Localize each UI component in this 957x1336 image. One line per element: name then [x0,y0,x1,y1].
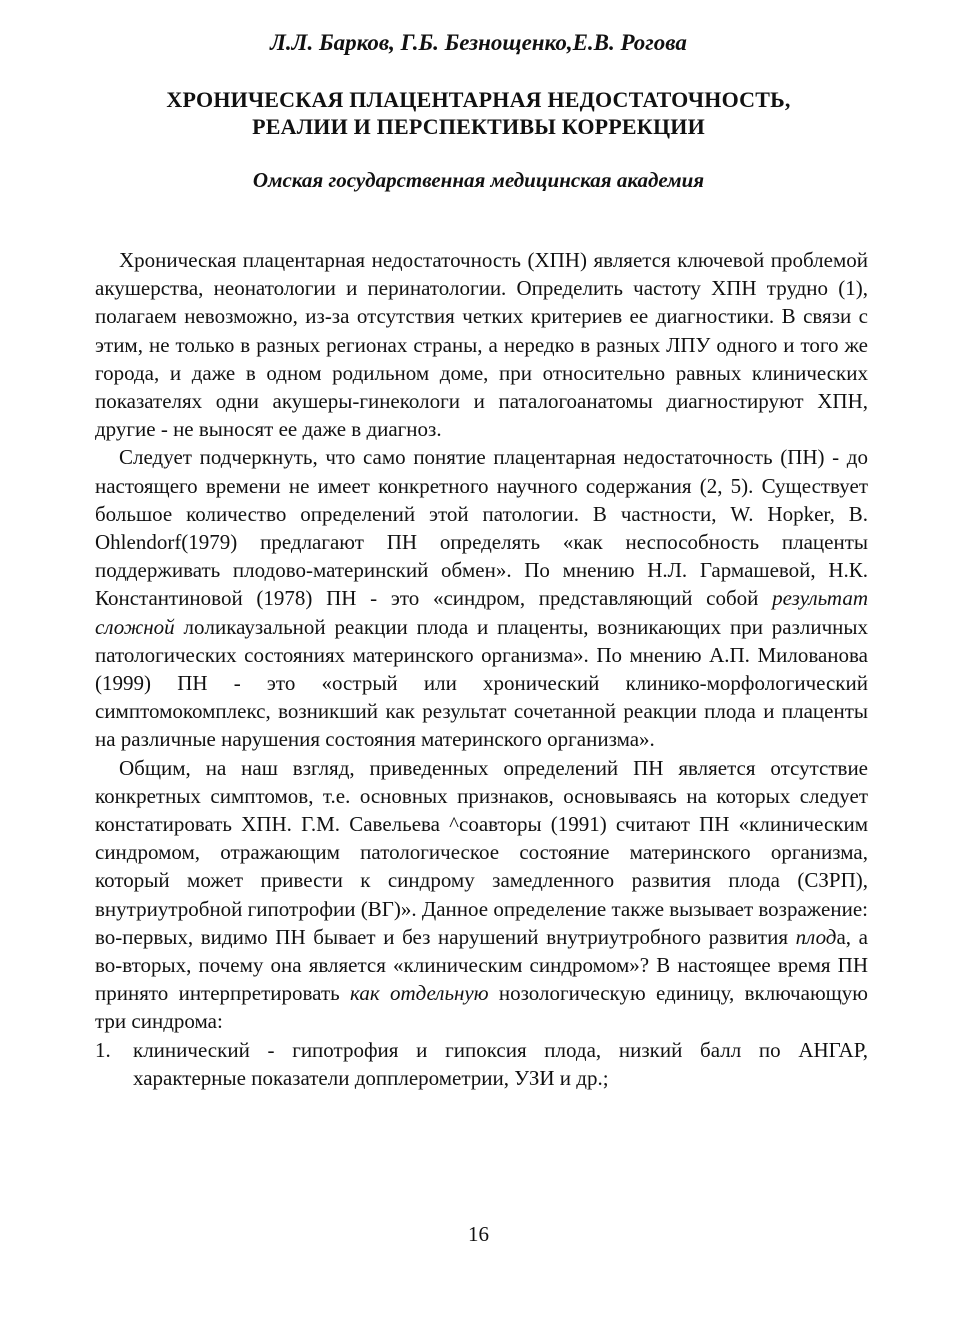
article-body [95,246,868,1092]
list-item [95,1036,868,1092]
paragraph-3 [95,754,868,1036]
paragraph-3-part-c: нозологическую единицу, включающую три синдрома: [95,981,868,1034]
authors: Л.Л. Барков, Г.Б. Безнощенко,Е.В. Рогова [270,30,687,55]
paragraph-1: Хроническая плацентарная недостаточность (ХПН) является ключевой проблемой акушерства, неонатологии и перинатологии. Определить частоту ХПН трудно (1), полагаем невозможно, из-за отсутствия четких критериев ее диагностики. В связи с этим, не только в разных регионах страны, а нередко в разных ЛПУ одного и того же города, и даже в одном родильном доме, при относительно равных клинических показателях одни акушеры-гинекологи и паталогоанатомы диагностируют ХПН, другие - не выносят ее даже в диагноз. [95,248,868,442]
paragraph-2-part-b: лoликаузальной реакции плода и плаценты, возникающих при различных патологических состояниях материнского организма». По мнению А.П. Милованова (1999) ПН - это «острый или хронический клинико-морфологический симптомокомплекс, возникший как результат сочетанной реакции плода и плаценты на различные нарушения состояния материнского организма». [95,614,868,752]
title-line-2: РЕАЛИИ И ПЕРСПЕКТИВЫ КОРРЕКЦИИ [252,114,705,139]
paragraph-3-part-a: Общим, на наш взгляд, приведенных определений ПН является отсутствие конкретных симптомов, т.е. основных признаков, основываясь на которых следует констатировать ХПН. Г.М. Савельева ^соавторы (1991) считают ПН «клиническим синдромом, отражающим патологическое состояние материнского организма, который может привести к синдрому замедленного развития плода (СЗРП), внутриутробной гипотрофии (ВГ)». Данное определение также вызывает возражение: во-первых, видимо ПН бывает и без нарушений внутриутробного развития [95,755,868,949]
paragraph-3-emphasis-2: как отдельную [350,981,489,1006]
paragraph-2-emphasis: результат сложной [95,586,868,639]
paragraph-3-emphasis-1: плод [795,924,837,949]
list-item-text: клинический - гипотрофия и гипоксия плода, низкий балл по АНГАР, характерные показатели допплерометрии, УЗИ и др.; [133,1037,868,1090]
article-title [0,86,957,140]
paragraph-2-part-a: Следует подчеркнуть, что само понятие плацентарная недостаточность (ПН) - до настоящего времени не имеет конкретного научного содержания (2, 5). Существует большое количество определений этой патологии. В частности, W. Hopker, B. Ohlendorf(1979) предлагают ПН определять «как неспособность плаценты поддерживать плодово-материнский обмен». По мнению Н.Л. Гармашевой, Н.К. Константиновой (1978) ПН - это «синдром, представляющий собой [95,445,868,611]
affiliation: Омская государственная медицинская академия [252,168,705,192]
paragraph-3-part-b: а, а во-вторых, почему она является «клиническим синдромом»? В настоящее время ПН принято интерпретировать [95,924,868,1006]
page-number: 16 [468,1222,489,1246]
paragraph-2 [95,443,868,753]
list-item-number: 1. [95,1037,111,1062]
title-line-1: ХРОНИЧЕСКАЯ ПЛАЦЕНТАРНАЯ НЕДОСТАТОЧНОСТЬ, [166,87,791,112]
